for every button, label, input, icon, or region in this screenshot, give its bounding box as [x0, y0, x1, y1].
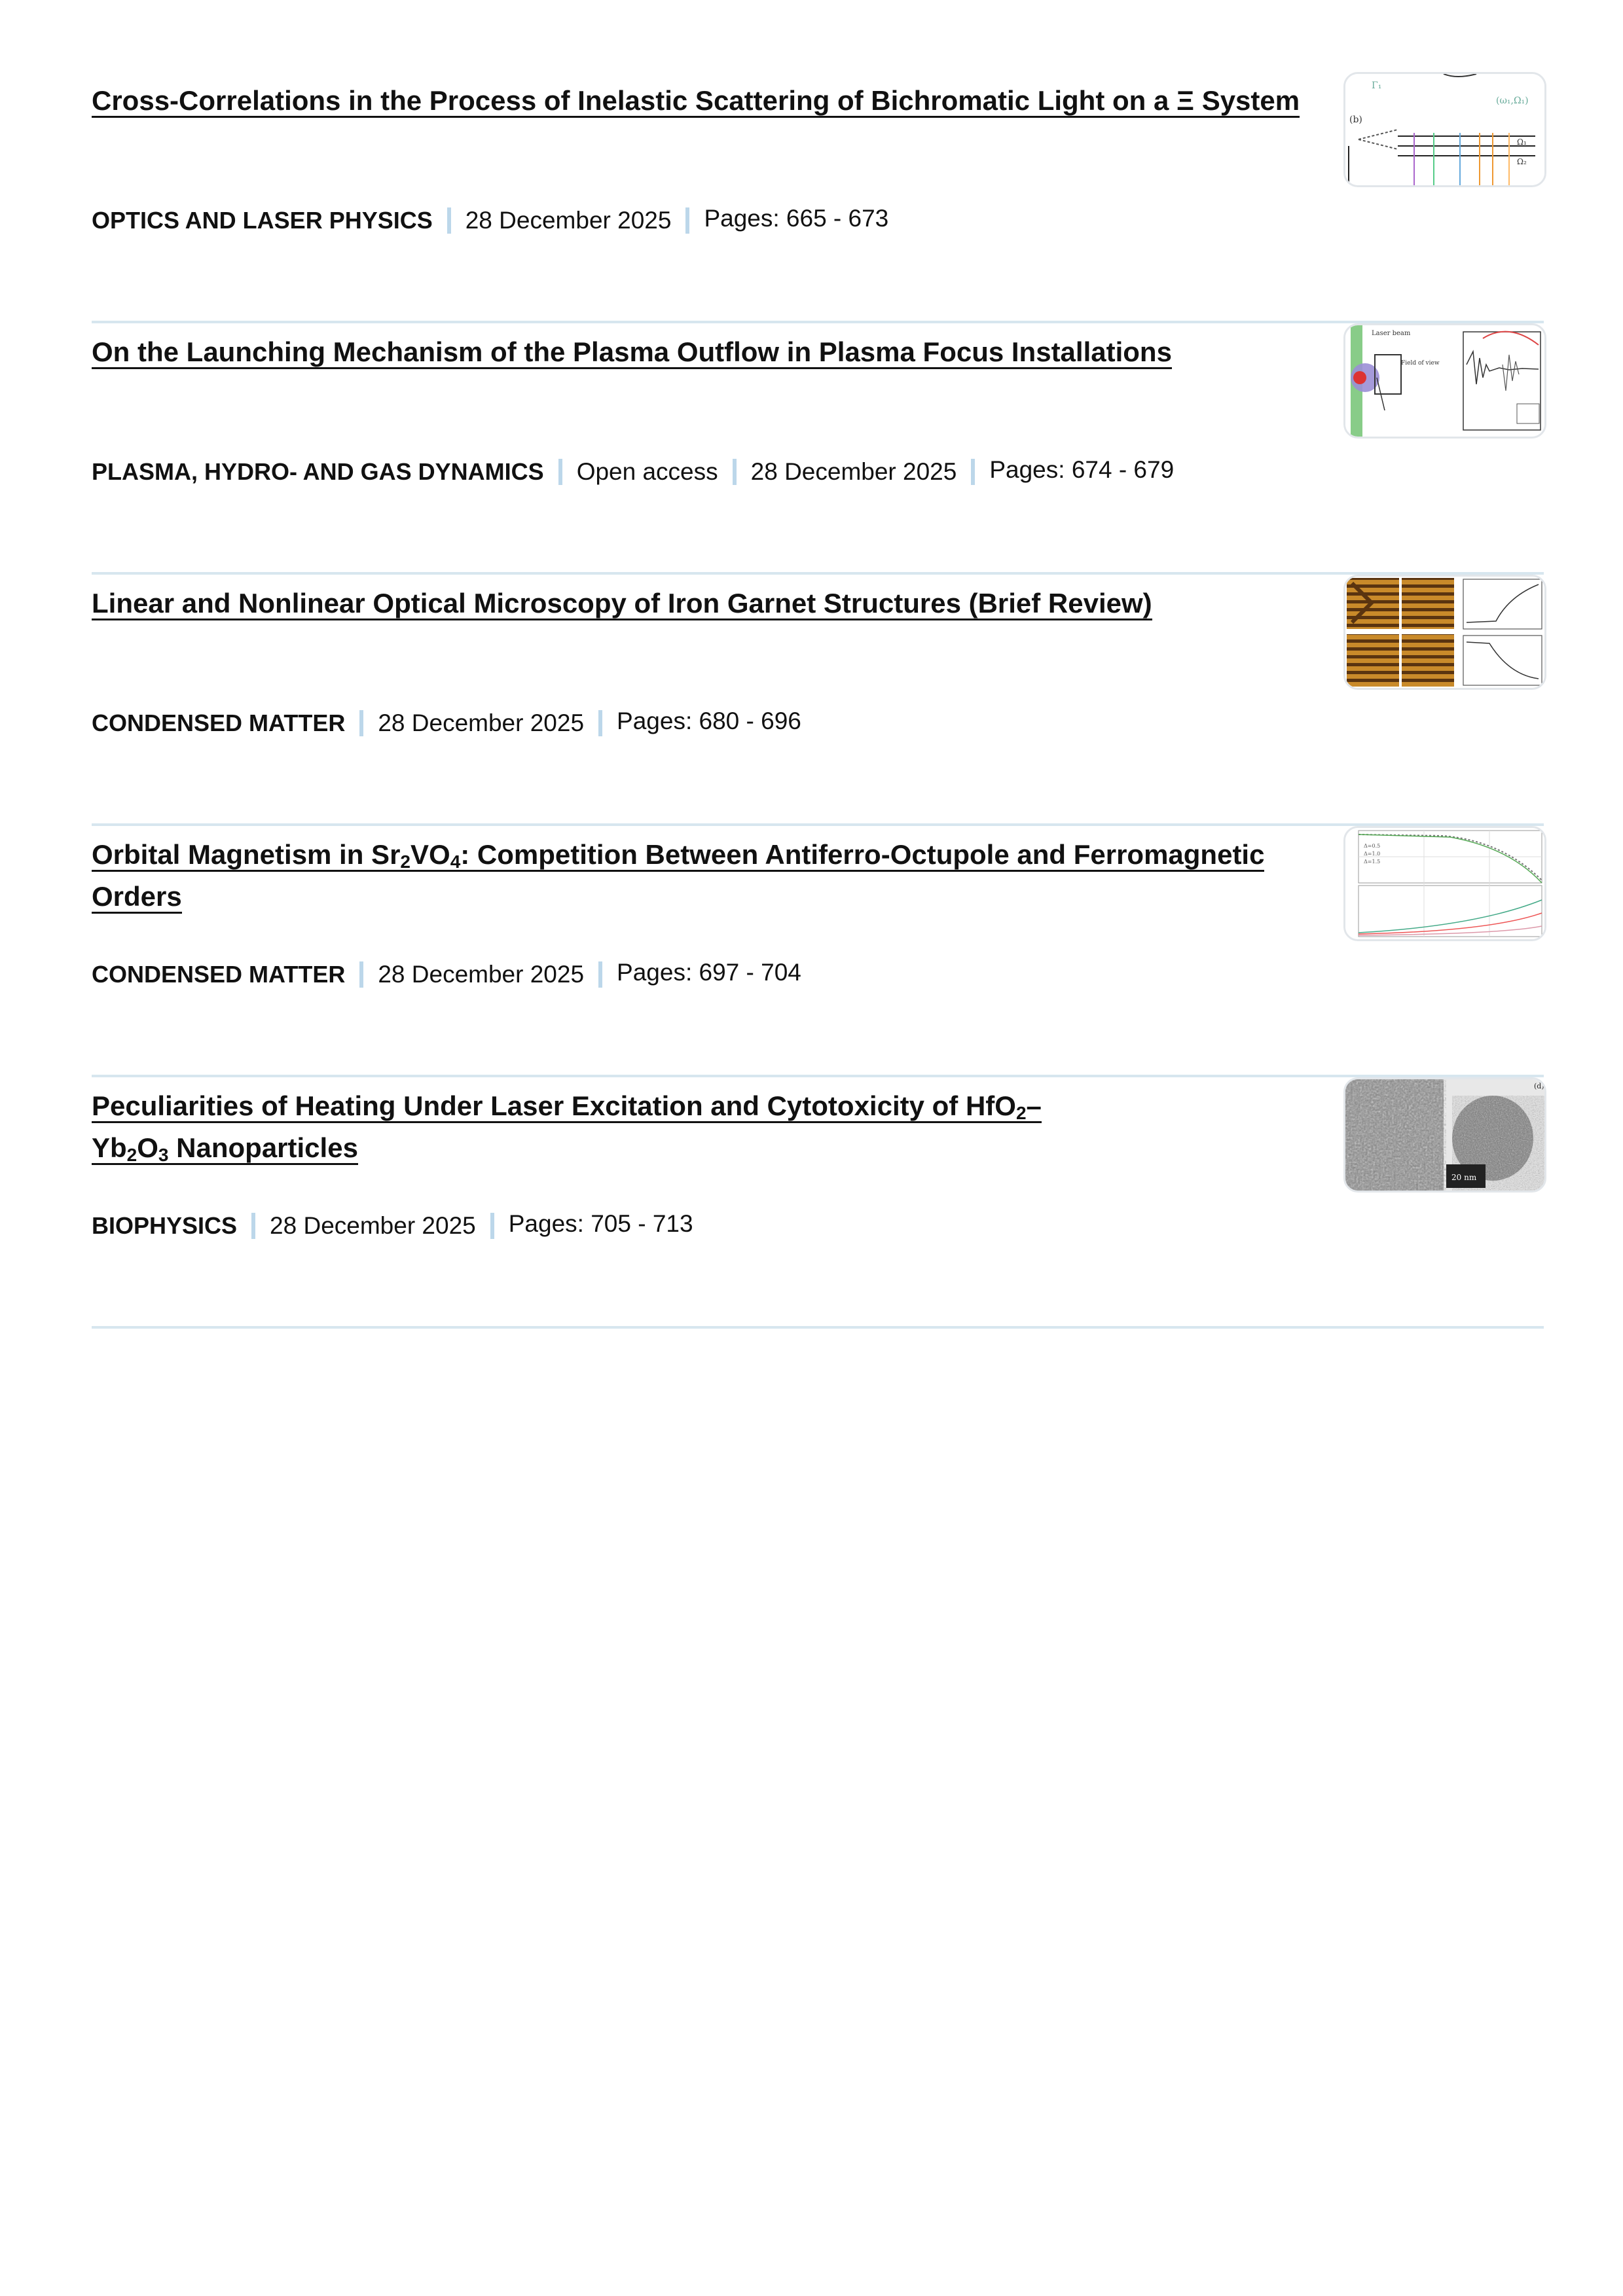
meta-separator: [971, 459, 975, 485]
article-title: [92, 80, 1309, 122]
svg-text:Δ=0.5: Δ=0.5: [1364, 843, 1381, 849]
open-access-label: Open access: [576, 458, 718, 485]
meta-separator: [558, 459, 562, 485]
article-title-link[interactable]: Orbital Magnetism in $Sr_2VO_4$: Competition Between Antiferro-Octupole and Ferromagnetic Orders: [92, 839, 1264, 914]
article-title: [92, 834, 1309, 918]
svg-text:(b): (b): [1349, 115, 1362, 125]
section-label[interactable]: PLASMA, HYDRO- AND GAS DYNAMICS: [92, 458, 544, 485]
article-title-link[interactable]: Cross-Correlations in the Process of Inelastic Scattering of Bichromatic Light on a Ξ System: [92, 85, 1300, 118]
article-thumbnail[interactable]: [1343, 323, 1546, 439]
section-label[interactable]: OPTICS AND LASER PHYSICS: [92, 207, 433, 234]
article-meta: [92, 958, 801, 991]
energy-level-diagram-image: [1345, 74, 1544, 185]
meta-separator: [598, 710, 602, 736]
article-thumbnail[interactable]: [1343, 72, 1546, 187]
article-thumbnail[interactable]: [1343, 1077, 1546, 1193]
article-thumbnail[interactable]: [1343, 826, 1546, 941]
svg-text:Ω₁: Ω₁: [1517, 137, 1527, 147]
svg-text:(ω₁,Ω₁): (ω₁,Ω₁): [1496, 96, 1529, 106]
meta-separator: [447, 207, 451, 234]
magnetization-curves-image: [1345, 828, 1544, 939]
article-item: [92, 575, 1544, 826]
section-label[interactable]: BIOPHYSICS: [92, 1212, 238, 1239]
plasma-setup-and-signal-plot-image: [1345, 325, 1544, 437]
article-title-link[interactable]: Linear and Nonlinear Optical Microscopy of Iron Garnet Structures (Brief Review): [92, 588, 1152, 620]
meta-separator: [685, 207, 689, 234]
article-meta: [92, 707, 801, 740]
publication-date: 28 December 2025: [465, 207, 672, 234]
svg-text:Γ₁: Γ₁: [1372, 81, 1382, 91]
nanoparticle-micrographs-image: [1345, 1079, 1544, 1191]
article-item: [92, 72, 1544, 323]
article-meta: [92, 1210, 693, 1242]
article-thumbnail[interactable]: [1343, 575, 1546, 690]
svg-text:Laser beam: Laser beam: [1372, 330, 1411, 337]
section-label[interactable]: CONDENSED MATTER: [92, 961, 346, 988]
article-item: [92, 1077, 1544, 1329]
page-range: Pages: 705 - 713: [508, 1210, 693, 1237]
article-title: [92, 583, 1309, 624]
domain-images-and-curves-image: [1345, 577, 1544, 688]
svg-text:Δ=1.5: Δ=1.5: [1364, 859, 1381, 865]
page-range: Pages: 665 - 673: [704, 205, 889, 232]
meta-separator: [359, 961, 363, 988]
article-title-link[interactable]: Peculiarities of Heating Under Laser Excitation and Cytotoxicity of HfO$_2$– $Yb_2O_3$ Nanoparticles: [92, 1090, 1042, 1165]
meta-separator: [359, 710, 363, 736]
publication-date: 28 December 2025: [750, 458, 957, 485]
page-range: Pages: 697 - 704: [617, 959, 801, 986]
article-title-link[interactable]: On the Launching Mechanism of the Plasma Outflow in Plasma Focus Installations: [92, 336, 1172, 369]
article-title: [92, 331, 1309, 373]
article-meta: [92, 456, 1174, 488]
section-label[interactable]: CONDENSED MATTER: [92, 709, 346, 736]
meta-separator: [598, 961, 602, 988]
svg-text:Δ=1.0: Δ=1.0: [1364, 851, 1381, 857]
meta-separator: [733, 459, 737, 485]
svg-text:Ω₂: Ω₂: [1517, 157, 1527, 166]
article-title: [92, 1085, 1309, 1169]
meta-separator: [490, 1213, 494, 1239]
page-range: Pages: 680 - 696: [617, 708, 801, 734]
publication-date: 28 December 2025: [378, 961, 585, 988]
svg-text:(d): (d): [1534, 1082, 1544, 1090]
article-item: [92, 323, 1544, 575]
svg-text:Field of view: Field of view: [1401, 360, 1440, 367]
article-meta: [92, 204, 888, 237]
publication-date: 28 December 2025: [270, 1212, 476, 1239]
article-item: [92, 826, 1544, 1077]
page-range: Pages: 674 - 679: [989, 456, 1175, 483]
meta-separator: [251, 1213, 255, 1239]
scale-bar-label: 20 nm: [1451, 1173, 1477, 1182]
article-list: [92, 72, 1544, 1329]
publication-date: 28 December 2025: [378, 709, 585, 736]
